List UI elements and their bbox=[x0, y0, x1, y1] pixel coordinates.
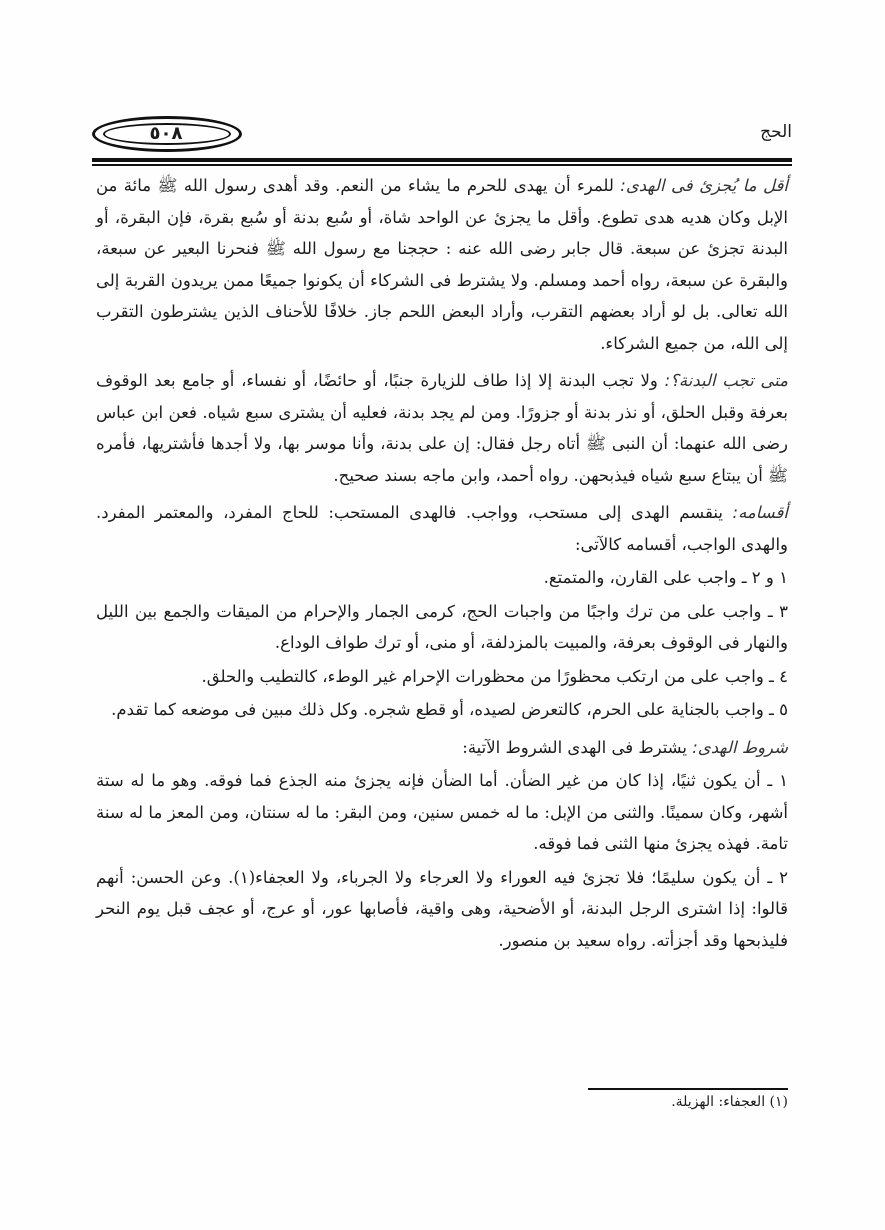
body-text bbox=[96, 170, 788, 958]
paragraph-text: ينقسم الهدى إلى مستحب، وواجب. فالهدى المستحب: للحاج المفرد، والمعتمر المفرد. والهدى الواجب، أقسامه كالآتى: bbox=[96, 503, 788, 554]
list-item-text: ٤ ـ واجب على من ارتكب محظورًا من محظورات الإحرام غير الوطء، كالتطيب والحلق. bbox=[201, 666, 788, 686]
list-item-text: ١ و ٢ ـ واجب على القارن، والمتمتع. bbox=[543, 568, 788, 587]
list-item bbox=[96, 862, 788, 957]
paragraph-minimum-sacrifice bbox=[96, 170, 788, 359]
paragraph-divisions bbox=[96, 497, 788, 560]
list-item-text: ٣ ـ واجب على من ترك واجبًا من واجبات الحج، كرمى الجمار والإحرام من الميقات والجمع بين الليل والنهار فى الوقوف بعرفة، والمبيت بالمزدلفة، أو منى، أو ترك طواف الوداع. bbox=[96, 601, 788, 652]
page-header bbox=[92, 116, 792, 160]
header-rule-thin bbox=[92, 164, 792, 166]
paragraph-text: يشترط فى الهدى الشروط الآتية: bbox=[462, 737, 693, 757]
paragraph-heading: أقل ما يُجزئ فى الهدى: bbox=[620, 176, 788, 195]
paragraph-when-camel-required bbox=[96, 365, 788, 491]
page-number-ornament bbox=[92, 116, 242, 152]
list-item-text: ١ ـ أن يكون ثنيًا، إذا كان من غير الضأن. أما الضأن فإنه يجزئ منه الجذع فما فوقه. وهو ما له ستة أشهر، وكان سمينًا. والثنى من الإبل: ما له خمس سنين، ومن البقر: ما له سنتان، ومن المعز ما له سنة تامة. فهذه يجزئ منها الثنى فما فوقه. bbox=[96, 771, 788, 853]
footnote: (١) العجفاء: الهزيلة. bbox=[671, 1094, 788, 1110]
paragraph-heading: متى تجب البدنة؟: bbox=[664, 371, 788, 390]
paragraph-text: ولا تجب البدنة إلا إذا طاف للزيارة جنبًا، أو حائضًا، أو نفساء، أو جامع بعد الوقوف بعرفة وقبل الحلق، أو نذر بدنة أو جزورًا. ومن لم يجد بدنة، فعليه أن يشترى سبع شياه. فعن ابن عباس رضى الله عنهما: أن النبى ﷺ أتاه رجل فقال: إن على بدنة، وأنا موسر بها، ولا أجدها فأشتريها، فأمره ﷺ أن يبتاع سبع شياه فيذبحهن. رواه أحمد، وابن ماجه بسند صحيح. bbox=[96, 371, 788, 485]
list-item bbox=[96, 661, 788, 693]
paragraph-conditions bbox=[96, 732, 788, 764]
footnote-separator bbox=[588, 1088, 788, 1090]
page-number: ٥٠٨ bbox=[149, 123, 183, 144]
list-item bbox=[96, 694, 788, 726]
paragraph-text: للمرء أن يهدى للحرم ما يشاء من النعم. وقد أهدى رسول الله ﷺ مائة من الإبل وكان هديه هدى تطوع. وأقل ما يجزئ عن الواحد شاة، أو سُبع بدنة أو سُبع بقرة، فإن البقرة، أو البدنة تجزئ عن سبعة. قال جابر رضى الله عنه : حججنا مع رسول الله ﷺ فنحرنا البعير عن سبعة، والبقرة عن سبعة، رواه أحمد ومسلم. ولا يشترط فى الشركاء أن يكونوا جميعًا ممن يريدون القربة إلى الله تعالى. بل لو أراد بعضهم التقرب، وأراد البعض اللحم جاز. خلافًا للأحناف الذين يشترطون التقرب إلى الله، من جميع الشركاء. bbox=[96, 176, 788, 353]
list-item bbox=[96, 765, 788, 860]
list-item bbox=[96, 596, 788, 659]
list-item bbox=[96, 562, 788, 594]
header-rule-thick bbox=[92, 158, 792, 162]
running-title: الحج bbox=[760, 122, 792, 142]
paragraph-heading: أقسامه: bbox=[732, 503, 788, 522]
paragraph-heading: شروط الهدى: bbox=[692, 737, 788, 757]
list-item-text: ٥ ـ واجب بالجناية على الحرم، كالتعرض لصيده، أو قطع شجره. وكل ذلك مبين فى موضعه كما تقدم. bbox=[111, 700, 788, 719]
list-item-text: ٢ ـ أن يكون سليمًا؛ فلا تجزئ فيه العوراء ولا العرجاء ولا الجرباء، ولا العجفاء(١). وعن الحسن: أنهم قالوا: إذا اشترى الرجل البدنة، أو الأضحية، وهى واقية، فأصابها عور، أو عرج، أو عجف قبل يوم النحر فليذبحها وقد أجزأته. رواه سعيد بن منصور. bbox=[96, 867, 788, 950]
